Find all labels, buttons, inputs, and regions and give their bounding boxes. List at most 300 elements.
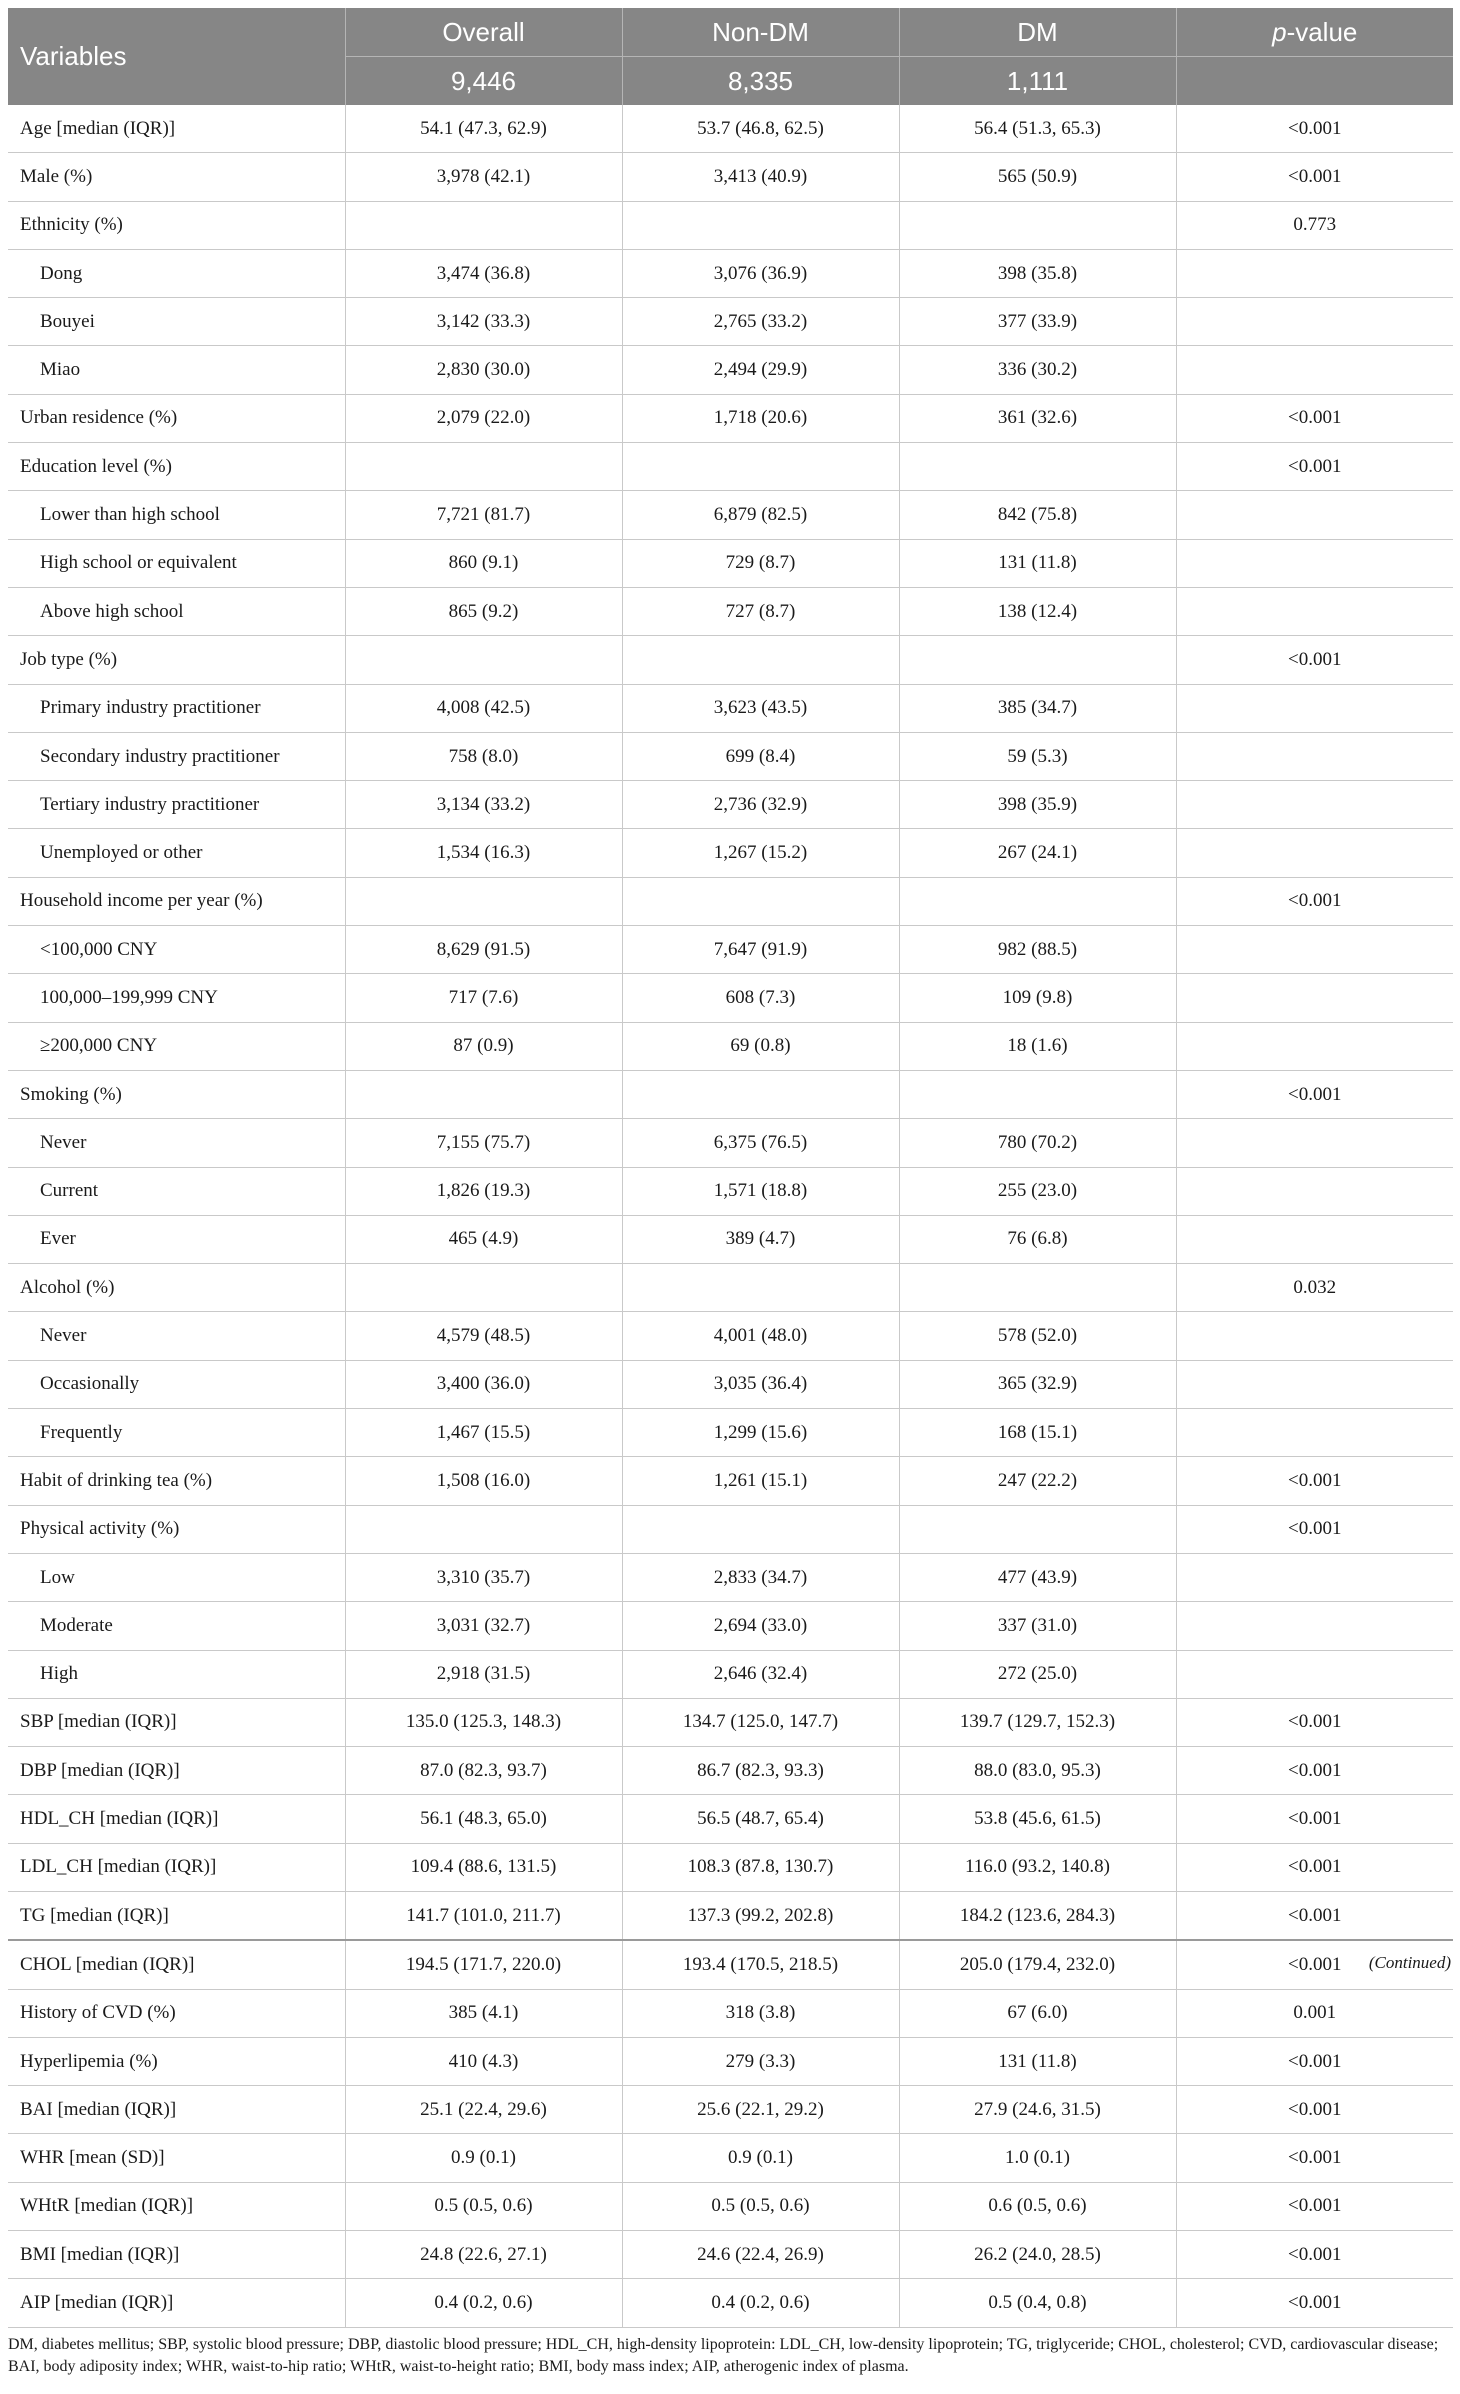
cell-dm [899, 1650, 1176, 1698]
table-row [8, 153, 1453, 201]
cell-non-dm [622, 1891, 899, 1940]
cell-dm [899, 636, 1176, 684]
cell-overall [345, 539, 622, 587]
cell-overall-text: 385 (4.1) [448, 2002, 519, 2024]
row-label-text: Moderate [40, 1614, 113, 1636]
cell-non-dm-text: 1,299 (15.6) [713, 1421, 808, 1443]
table-row [8, 491, 1453, 539]
cell-non-dm [622, 1457, 899, 1505]
row-label-text: Above high school [40, 600, 184, 622]
baseline-characteristics-table-container [8, 8, 1453, 2378]
cell-dm-text: 0.5 (0.4, 0.8) [988, 2292, 1087, 2313]
cell-dm-text: 67 (6.0) [1007, 2002, 1068, 2024]
row-label-text: Tertiary industry practitioner [40, 793, 260, 815]
row-label [8, 2279, 345, 2327]
row-label [8, 1940, 345, 1989]
table-row [8, 974, 1453, 1022]
cell-non-dm [622, 829, 899, 877]
row-label-text: BMI [median (IQR)] [20, 2243, 180, 2265]
cell-p-value-text: <0.001 [1288, 2195, 1342, 2217]
cell-overall-text: 4,008 (42.5) [436, 697, 531, 719]
cell-overall-text: 0.5 (0.5, 0.6) [434, 2195, 533, 2217]
table-row [8, 1650, 1453, 1698]
cell-overall-text: 0.9 (0.1) [451, 2147, 516, 2169]
table-row [8, 1505, 1453, 1553]
cell-overall-text: 0.4 (0.2, 0.6) [434, 2292, 533, 2313]
cell-dm-text: 139.7 (129.7, 152.3) [959, 1711, 1116, 1733]
cell-p-value [1176, 539, 1453, 587]
cell-non-dm-text: 0.5 (0.5, 0.6) [711, 2195, 810, 2217]
cell-p-value [1176, 394, 1453, 442]
cell-p-value [1176, 2231, 1453, 2279]
cell-dm [899, 539, 1176, 587]
cell-dm-text: 76 (6.8) [1007, 1228, 1068, 1250]
cell-non-dm [622, 2134, 899, 2182]
table-row [8, 1264, 1453, 1312]
cell-p-value-text: <0.001 [1288, 1856, 1342, 1878]
table-row [8, 587, 1453, 635]
row-label-text: Dong [40, 262, 83, 284]
cell-non-dm [622, 926, 899, 974]
cell-p-value-text: <0.001 [1288, 455, 1342, 477]
cell-non-dm [622, 732, 899, 780]
table-row [8, 1891, 1453, 1940]
row-label-text: Household income per year (%) [20, 890, 263, 912]
cell-p-value-text: <0.001 [1288, 2147, 1342, 2169]
cell-dm-text: 131 (11.8) [998, 552, 1077, 574]
cell-p-value-text: <0.001 [1288, 117, 1342, 139]
cell-overall-text: 135.0 (125.3, 148.3) [405, 1711, 562, 1733]
row-label [8, 1891, 345, 1940]
cell-dm [899, 491, 1176, 539]
row-label [8, 1215, 345, 1263]
cell-non-dm-text: 2,765 (33.2) [713, 310, 808, 332]
cell-overall-text: 717 (7.6) [448, 986, 519, 1008]
cell-overall [345, 105, 622, 153]
cell-overall [345, 1698, 622, 1746]
table-row [8, 2086, 1453, 2134]
cell-non-dm-text: 0.9 (0.1) [728, 2147, 793, 2169]
cell-dm [899, 1553, 1176, 1601]
cell-overall [345, 1409, 622, 1457]
cell-p-value [1176, 1989, 1453, 2037]
cell-p-value-text: <0.001 [1288, 1759, 1342, 1781]
table-row [8, 1457, 1453, 1505]
row-label-text: Low [40, 1566, 75, 1588]
header-count-p-empty [1176, 57, 1453, 106]
cell-dm-text: 109 (9.8) [1002, 986, 1073, 1008]
cell-overall [345, 1360, 622, 1408]
cell-overall [345, 1119, 622, 1167]
cell-dm [899, 1070, 1176, 1118]
row-label [8, 1747, 345, 1795]
cell-p-value [1176, 1505, 1453, 1553]
cell-non-dm-text: 3,413 (40.9) [713, 165, 808, 187]
cell-non-dm [622, 491, 899, 539]
cell-non-dm-text: 727 (8.7) [725, 600, 796, 622]
cell-dm-text: 361 (32.6) [997, 407, 1078, 429]
cell-overall [345, 1457, 622, 1505]
row-label-text: Occasionally [40, 1373, 140, 1395]
row-label-text: Smoking (%) [20, 1083, 122, 1105]
cell-overall [345, 974, 622, 1022]
cell-p-value-text: <0.001 [1288, 165, 1342, 187]
row-label-text: Hyperlipemia (%) [20, 2050, 158, 2072]
cell-overall-text: 3,142 (33.3) [436, 310, 531, 332]
cell-p-value [1176, 829, 1453, 877]
cell-overall [345, 394, 622, 442]
cell-overall-text: 3,310 (35.7) [436, 1566, 531, 1588]
cell-dm-text: 982 (88.5) [997, 938, 1078, 960]
cell-overall-text: 4,579 (48.5) [436, 1325, 531, 1347]
cell-dm [899, 1505, 1176, 1553]
cell-dm-text: 398 (35.9) [997, 793, 1078, 815]
header-p-rest: -value [1286, 16, 1358, 47]
cell-dm [899, 1215, 1176, 1263]
cell-non-dm [622, 539, 899, 587]
cell-non-dm-text: 608 (7.3) [725, 986, 796, 1008]
cell-overall [345, 1505, 622, 1553]
cell-dm-text: 398 (35.8) [997, 262, 1078, 284]
cell-p-value [1176, 1119, 1453, 1167]
row-label [8, 829, 345, 877]
row-label-text: SBP [median (IQR)] [20, 1711, 177, 1733]
header-p-italic: p [1272, 16, 1287, 47]
table-row [8, 1602, 1453, 1650]
cell-p-value [1176, 491, 1453, 539]
cell-non-dm [622, 1409, 899, 1457]
cell-p-value [1176, 684, 1453, 732]
cell-dm [899, 1312, 1176, 1360]
cell-non-dm [622, 105, 899, 153]
cell-dm [899, 153, 1176, 201]
cell-overall-text: 87.0 (82.3, 93.7) [420, 1759, 547, 1781]
cell-dm [899, 201, 1176, 249]
cell-dm [899, 974, 1176, 1022]
row-label [8, 2182, 345, 2230]
row-label [8, 2134, 345, 2182]
cell-p-value [1176, 1409, 1453, 1457]
row-label-text: Secondary industry practitioner [40, 745, 280, 767]
cell-overall [345, 201, 622, 249]
cell-overall [345, 1312, 622, 1360]
row-label [8, 1843, 345, 1891]
header-dm: DM [899, 8, 1176, 57]
cell-p-value [1176, 926, 1453, 974]
cell-dm [899, 1409, 1176, 1457]
cell-non-dm-text: 6,879 (82.5) [713, 504, 808, 526]
cell-dm-text: 59 (5.3) [1007, 745, 1068, 767]
header-non-dm: Non-DM [622, 8, 899, 57]
cell-dm-text: 336 (30.2) [997, 359, 1078, 381]
cell-overall [345, 2182, 622, 2230]
row-label [8, 1409, 345, 1457]
table-body [8, 105, 1453, 2327]
cell-dm [899, 877, 1176, 925]
table-row [8, 539, 1453, 587]
row-label-text: AIP [median (IQR)] [20, 2292, 174, 2313]
row-label-text: Age [median (IQR)] [20, 117, 176, 139]
cell-dm-text: 0.6 (0.5, 0.6) [988, 2195, 1087, 2217]
cell-non-dm [622, 394, 899, 442]
cell-p-value-text: 0.773 [1293, 214, 1337, 236]
table-header [8, 8, 1453, 105]
cell-overall [345, 877, 622, 925]
table-row [8, 249, 1453, 297]
cell-overall-text: 24.8 (22.6, 27.1) [420, 2243, 547, 2265]
cell-dm [899, 1843, 1176, 1891]
row-label [8, 974, 345, 1022]
cell-dm [899, 346, 1176, 394]
cell-non-dm [622, 1264, 899, 1312]
cell-p-value [1176, 781, 1453, 829]
cell-p-value [1176, 1650, 1453, 1698]
cell-dm [899, 829, 1176, 877]
cell-non-dm-text: 1,718 (20.6) [713, 407, 808, 429]
cell-overall-text: 7,721 (81.7) [436, 504, 531, 526]
cell-overall [345, 346, 622, 394]
row-label [8, 1070, 345, 1118]
cell-overall [345, 732, 622, 780]
cell-p-value [1176, 1843, 1453, 1891]
cell-dm-text: 168 (15.1) [997, 1421, 1078, 1443]
row-label-text: Never [40, 1325, 87, 1347]
cell-p-value [1176, 1795, 1453, 1843]
row-label [8, 443, 345, 491]
cell-non-dm [622, 1505, 899, 1553]
table-row [8, 926, 1453, 974]
cell-overall [345, 2279, 622, 2327]
header-overall: Overall [345, 8, 622, 57]
row-label-text: WHR [mean (SD)] [20, 2147, 165, 2169]
row-label [8, 1553, 345, 1601]
cell-overall [345, 587, 622, 635]
cell-overall-text: 87 (0.9) [453, 1035, 514, 1057]
cell-non-dm-text: 25.6 (22.1, 29.2) [697, 2098, 824, 2120]
cell-non-dm-text: 7,647 (91.9) [713, 938, 808, 960]
table-row [8, 636, 1453, 684]
cell-dm [899, 684, 1176, 732]
cell-p-value [1176, 2086, 1453, 2134]
cell-dm-text: 138 (12.4) [997, 600, 1078, 622]
cell-non-dm [622, 877, 899, 925]
row-label [8, 1457, 345, 1505]
row-label-text: LDL_CH [median (IQR)] [20, 1856, 217, 1878]
cell-p-value [1176, 1457, 1453, 1505]
table-row [8, 1747, 1453, 1795]
cell-overall [345, 636, 622, 684]
cell-dm [899, 926, 1176, 974]
cell-dm [899, 1167, 1176, 1215]
row-label [8, 636, 345, 684]
cell-dm [899, 443, 1176, 491]
cell-overall-text: 2,079 (22.0) [436, 407, 531, 429]
cell-p-value [1176, 1167, 1453, 1215]
cell-dm-text: 337 (31.0) [997, 1614, 1078, 1636]
cell-dm [899, 298, 1176, 346]
cell-overall [345, 926, 622, 974]
cell-non-dm [622, 1940, 899, 1989]
cell-non-dm [622, 1602, 899, 1650]
cell-non-dm [622, 781, 899, 829]
row-label [8, 1505, 345, 1553]
table-row [8, 1843, 1453, 1891]
cell-p-value-text: <0.001 [1288, 407, 1342, 429]
row-label-text: Primary industry practitioner [40, 697, 261, 719]
cell-dm [899, 1795, 1176, 1843]
row-label-text: TG [median (IQR)] [20, 1904, 169, 1926]
row-label [8, 1312, 345, 1360]
cell-overall-text: 1,534 (16.3) [436, 842, 531, 864]
cell-p-value-text: <0.001 [1288, 1518, 1342, 1540]
cell-dm-text: 27.9 (24.6, 31.5) [974, 2098, 1101, 2120]
row-label [8, 1119, 345, 1167]
cell-non-dm-text: 56.5 (48.7, 65.4) [697, 1808, 824, 1830]
table-row [8, 2231, 1453, 2279]
cell-non-dm-text: 86.7 (82.3, 93.3) [697, 1759, 824, 1781]
cell-dm-text: 205.0 (179.4, 232.0) [959, 1953, 1116, 1975]
cell-non-dm-text: 699 (8.4) [725, 745, 796, 767]
cell-overall [345, 2231, 622, 2279]
cell-p-value [1176, 877, 1453, 925]
row-label [8, 1795, 345, 1843]
row-label [8, 153, 345, 201]
cell-p-value [1176, 1553, 1453, 1601]
table-row [8, 1119, 1453, 1167]
cell-overall [345, 1167, 622, 1215]
row-label-text: <100,000 CNY [40, 938, 158, 960]
cell-non-dm [622, 636, 899, 684]
cell-non-dm [622, 1989, 899, 2037]
cell-dm [899, 1989, 1176, 2037]
cell-overall-text: 194.5 (171.7, 220.0) [405, 1953, 562, 1975]
cell-overall [345, 2086, 622, 2134]
cell-non-dm-text: 279 (3.3) [725, 2050, 796, 2072]
cell-dm [899, 2279, 1176, 2327]
cell-non-dm-text: 193.4 (170.5, 218.5) [682, 1953, 839, 1975]
cell-overall-text: 141.7 (101.0, 211.7) [406, 1904, 561, 1926]
cell-overall [345, 1553, 622, 1601]
row-label [8, 1698, 345, 1746]
row-label [8, 298, 345, 346]
cell-dm-text: 255 (23.0) [997, 1180, 1078, 1202]
cell-p-value [1176, 153, 1453, 201]
cell-overall [345, 249, 622, 297]
row-label [8, 684, 345, 732]
cell-non-dm [622, 1795, 899, 1843]
cell-non-dm [622, 587, 899, 635]
cell-non-dm [622, 684, 899, 732]
row-label [8, 491, 345, 539]
row-label [8, 346, 345, 394]
row-label-text: HDL_CH [median (IQR)] [20, 1808, 219, 1830]
cell-dm [899, 1022, 1176, 1070]
row-label-text: Current [40, 1180, 99, 1202]
row-label-text: Physical activity (%) [20, 1518, 180, 1540]
cell-non-dm-text: 2,694 (33.0) [713, 1614, 808, 1636]
table-row [8, 2182, 1453, 2230]
cell-dm-text: 377 (33.9) [997, 310, 1078, 332]
row-label [8, 1022, 345, 1070]
row-label-text: Never [40, 1131, 87, 1153]
cell-overall-text: 54.1 (47.3, 62.9) [420, 117, 547, 139]
row-label-text: ≥200,000 CNY [40, 1035, 158, 1057]
cell-p-value-text: 0.032 [1293, 1276, 1337, 1298]
cell-overall-text: 1,826 (19.3) [436, 1180, 531, 1202]
row-label-text: Alcohol (%) [20, 1276, 115, 1298]
cell-dm-text: 184.2 (123.6, 284.3) [959, 1904, 1116, 1926]
cell-non-dm-text: 24.6 (22.4, 26.9) [697, 2243, 824, 2265]
cell-dm [899, 2134, 1176, 2182]
cell-dm-text: 780 (70.2) [997, 1131, 1078, 1153]
row-label-text: 100,000–199,999 CNY [40, 986, 218, 1008]
cell-overall-text: 3,134 (33.2) [436, 793, 531, 815]
cell-overall-text: 465 (4.9) [448, 1228, 519, 1250]
cell-non-dm [622, 1747, 899, 1795]
cell-non-dm [622, 2279, 899, 2327]
row-label-text: Bouyei [40, 310, 95, 332]
table-footnote: DM, diabetes mellitus; SBP, systolic blood pressure; DBP, diastolic blood pressure; HDL_CH, high-density lipoprotein: LDL_CH, low-density lipoprotein; TG, triglyceride; CHOL, cholesterol; CVD, cardiovascular disease; BAI, body adiposity index; WHR, waist-to-hip ratio; WHtR, waist-to-height ratio; BMI, body mass index; AIP, atherogenic index of plasma. [8, 2335, 1439, 2375]
cell-non-dm [622, 443, 899, 491]
cell-overall-text: 410 (4.3) [448, 2050, 519, 2072]
table-row [8, 1940, 1453, 1989]
cell-p-value-text: <0.001 [1288, 1904, 1342, 1926]
cell-p-value [1176, 587, 1453, 635]
cell-overall [345, 1070, 622, 1118]
cell-overall-text: 860 (9.1) [448, 552, 519, 574]
table-row [8, 1070, 1453, 1118]
cell-overall [345, 1022, 622, 1070]
cell-p-value-text: <0.001 [1288, 1953, 1342, 1975]
row-label-text: Unemployed or other [40, 842, 203, 864]
cell-overall-text: 109.4 (88.6, 131.5) [410, 1856, 557, 1878]
row-label [8, 1360, 345, 1408]
cell-non-dm-text: 3,035 (36.4) [713, 1373, 808, 1395]
row-label [8, 1989, 345, 2037]
row-label [8, 394, 345, 442]
cell-non-dm-text: 318 (3.8) [725, 2002, 796, 2024]
cell-p-value-text: <0.001 [1288, 1469, 1342, 1491]
cell-dm [899, 2231, 1176, 2279]
table-row [8, 1022, 1453, 1070]
row-label-text: Miao [40, 359, 81, 381]
row-label-text: Job type (%) [20, 648, 118, 670]
table-row [8, 394, 1453, 442]
continued-note: (Continued) [1368, 1953, 1451, 1973]
row-label-text: Education level (%) [20, 455, 172, 477]
cell-non-dm [622, 346, 899, 394]
cell-dm [899, 394, 1176, 442]
cell-dm [899, 732, 1176, 780]
row-label [8, 249, 345, 297]
table-row [8, 1553, 1453, 1601]
cell-overall-text: 8,629 (91.5) [436, 938, 531, 960]
table-row [8, 877, 1453, 925]
cell-dm [899, 587, 1176, 635]
row-label [8, 877, 345, 925]
cell-non-dm-text: 2,736 (32.9) [713, 793, 808, 815]
cell-p-value [1176, 2134, 1453, 2182]
cell-p-value-text: <0.001 [1288, 2292, 1342, 2313]
row-label [8, 1167, 345, 1215]
cell-non-dm [622, 2086, 899, 2134]
table-row [8, 781, 1453, 829]
cell-dm-text: 88.0 (83.0, 95.3) [974, 1759, 1101, 1781]
table-row [8, 1409, 1453, 1457]
cell-dm-text: 26.2 (24.0, 28.5) [974, 2243, 1101, 2265]
cell-dm-text: 477 (43.9) [997, 1566, 1078, 1588]
cell-non-dm [622, 2037, 899, 2085]
